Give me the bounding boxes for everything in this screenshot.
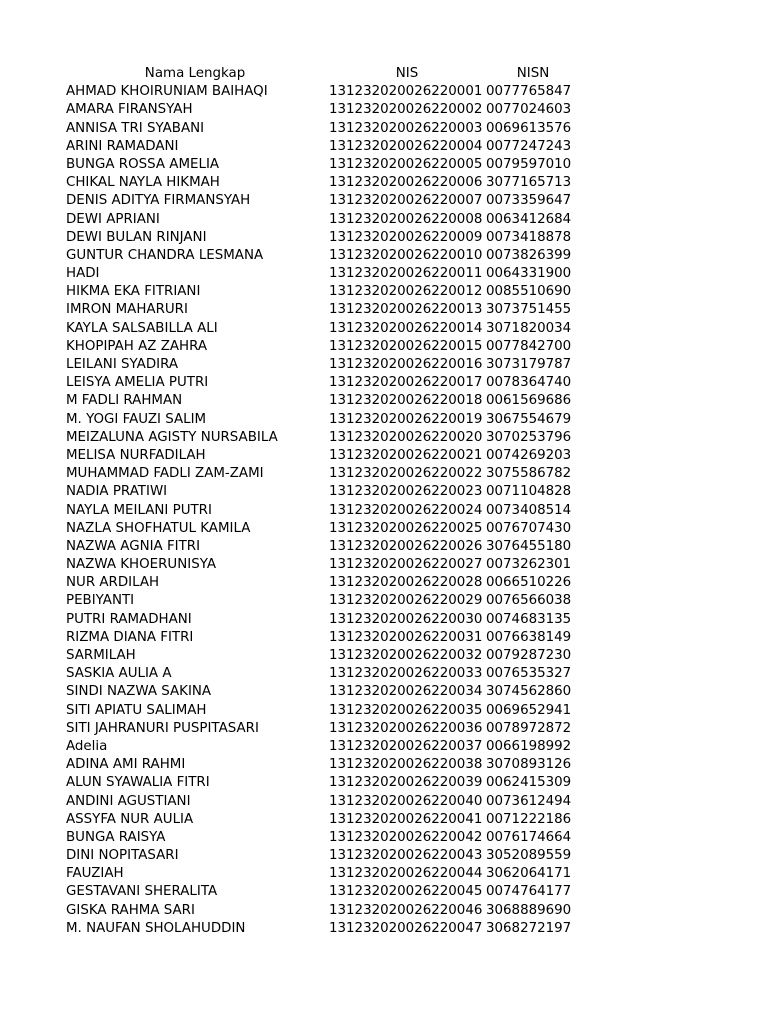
table-row <box>0 902 768 920</box>
nis-cell: 131232020026220023 <box>329 484 483 500</box>
nis-cell: 131232020026220005 <box>329 156 483 172</box>
student-name-cell: MELISA NURFADILAH <box>66 447 206 463</box>
student-name-cell: Adelia <box>66 738 108 754</box>
nis-cell: 131232020026220029 <box>329 593 483 609</box>
nis-cell: 131232020026220019 <box>329 411 483 427</box>
student-name-cell: SARMILAH <box>66 648 136 663</box>
student-name-cell: NAZWA KHOERUNISYA <box>66 557 216 573</box>
student-name-cell: GISKA RAHMA SARI <box>66 902 195 918</box>
student-name-cell: MEIZALUNA AGISTY NURSABILA <box>66 429 278 445</box>
table-row <box>0 120 768 138</box>
nisn-cell: 0073826399 <box>486 247 572 263</box>
table-row <box>0 320 768 338</box>
student-name-cell: LEILANI SYADIRA <box>66 357 179 372</box>
nis-cell: 131232020026220041 <box>329 811 483 827</box>
nisn-cell: 3070253796 <box>486 429 572 445</box>
table-row <box>0 793 768 811</box>
nis-cell: 131232020026220011 <box>329 266 483 282</box>
student-name-cell: IMRON MAHARURI <box>66 302 188 318</box>
nis-cell: 131232020026220035 <box>329 702 483 718</box>
nis-cell: 131232020026220033 <box>329 666 483 682</box>
table-body <box>0 83 768 938</box>
student-name-cell: SASKIA AULIA A <box>66 666 172 682</box>
student-name-cell: DENIS ADITYA FIRMANSYAH <box>66 193 251 209</box>
student-name-cell: BUNGA RAISYA <box>66 829 166 845</box>
nisn-cell: 3062064171 <box>486 866 572 882</box>
nisn-cell: 0077024603 <box>486 102 572 118</box>
table-row <box>0 247 768 265</box>
table-row <box>0 611 768 629</box>
nis-cell: 131232020026220007 <box>329 193 483 209</box>
student-name-cell: FAUZIAH <box>66 866 124 882</box>
table-row <box>0 592 768 610</box>
nis-cell: 131232020026220022 <box>329 466 483 482</box>
nisn-cell: 0076638149 <box>486 629 572 645</box>
table-row <box>0 411 768 429</box>
student-name-cell: AHMAD KHOIRUNIAM BAIHAQI <box>66 84 268 100</box>
table-row <box>0 574 768 592</box>
table-row <box>0 174 768 192</box>
nisn-cell: 3068272197 <box>486 920 572 936</box>
nisn-cell: 0063412684 <box>486 211 572 227</box>
nis-cell: 131232020026220039 <box>329 775 483 791</box>
nisn-cell: 3067554679 <box>486 411 572 427</box>
nisn-cell: 0073612494 <box>486 793 572 809</box>
nisn-cell: 3075586782 <box>486 466 572 482</box>
table-row <box>0 774 768 792</box>
table-row <box>0 883 768 901</box>
table-row <box>0 556 768 574</box>
nisn-cell: 0066198992 <box>486 738 572 754</box>
table-row <box>0 647 768 665</box>
table-row <box>0 847 768 865</box>
student-table <box>0 65 768 938</box>
student-name-cell: ASSYFA NUR AULIA <box>66 811 194 827</box>
nisn-cell: 0078972872 <box>486 720 572 736</box>
student-name-cell: ALUN SYAWALIA FITRI <box>66 775 210 791</box>
nis-cell: 131232020026220031 <box>329 629 483 645</box>
table-row <box>0 138 768 156</box>
student-name-cell: M. NAUFAN SHOLAHUDDIN <box>66 920 246 936</box>
nisn-cell: 0071104828 <box>486 484 572 500</box>
nisn-cell: 0078364740 <box>486 375 572 391</box>
table-row <box>0 756 768 774</box>
nis-cell: 131232020026220017 <box>329 375 483 391</box>
student-name-cell: ANNISA TRI SYABANI <box>66 120 205 136</box>
student-name-cell: BUNGA ROSSA AMELIA <box>66 156 220 172</box>
table-row <box>0 283 768 301</box>
table-row <box>0 192 768 210</box>
nis-cell: 131232020026220045 <box>329 884 483 900</box>
nisn-cell: 3071820034 <box>486 320 572 336</box>
student-name-cell: M FADLI RAHMAN <box>66 393 183 409</box>
nis-cell: 131232020026220037 <box>329 738 483 754</box>
student-name-cell: ADINA AMI RAHMI <box>66 757 186 773</box>
table-row <box>0 829 768 847</box>
student-name-cell: KAYLA SALSABILLA ALI <box>66 320 218 336</box>
nis-cell: 131232020026220025 <box>329 520 483 536</box>
table-row <box>0 83 768 101</box>
nis-cell: 131232020026220002 <box>329 102 483 118</box>
table-row <box>0 865 768 883</box>
table-row <box>0 738 768 756</box>
table-row <box>0 447 768 465</box>
nisn-cell: 3068889690 <box>486 902 572 918</box>
table-row <box>0 702 768 720</box>
nisn-cell: 0074764177 <box>486 884 572 900</box>
nis-cell: 131232020026220038 <box>329 757 483 773</box>
student-name-cell: DEWI APRIANI <box>66 211 160 227</box>
table-row <box>0 520 768 538</box>
table-row <box>0 101 768 119</box>
student-name-cell: SITI APIATU SALIMAH <box>66 702 207 718</box>
nisn-cell: 0073408514 <box>486 502 572 518</box>
student-name-cell: MUHAMMAD FADLI ZAM-ZAMI <box>66 466 264 482</box>
student-name-cell: HIKMA EKA FITRIANI <box>66 284 201 300</box>
table-row <box>0 265 768 283</box>
table-row <box>0 229 768 247</box>
nis-cell: 131232020026220042 <box>329 829 483 845</box>
table-row <box>0 538 768 556</box>
nis-cell: 131232020026220013 <box>329 302 483 318</box>
nisn-cell: 0073359647 <box>486 193 572 209</box>
nis-cell: 131232020026220028 <box>329 575 483 591</box>
nisn-cell: 0076174664 <box>486 829 572 845</box>
table-row <box>0 683 768 701</box>
nis-cell: 131232020026220024 <box>329 502 483 518</box>
nisn-cell: 3073751455 <box>486 302 572 318</box>
table-row <box>0 502 768 520</box>
table-row <box>0 301 768 319</box>
header-name: Nama Lengkap <box>144 66 246 81</box>
student-name-cell: RIZMA DIANA FITRI <box>66 629 194 645</box>
nisn-cell: 0071222186 <box>486 811 572 827</box>
nis-cell: 131232020026220043 <box>329 848 483 864</box>
nisn-cell: 0077247243 <box>486 138 572 154</box>
header-nis: NIS <box>395 66 419 81</box>
nis-cell: 131232020026220030 <box>329 611 483 627</box>
nisn-cell: 0076707430 <box>486 520 572 536</box>
table-row <box>0 720 768 738</box>
nisn-cell: 0073418878 <box>486 229 572 245</box>
student-name-cell: KHOPIPAH AZ ZAHRA <box>66 338 208 354</box>
nisn-cell: 0073262301 <box>486 557 572 573</box>
nisn-cell: 0066510226 <box>486 575 572 591</box>
student-name-cell: NAZWA AGNIA FITRI <box>66 538 201 554</box>
nis-cell: 131232020026220027 <box>329 557 483 573</box>
nis-cell: 131232020026220021 <box>329 447 483 463</box>
student-name-cell: HADI <box>66 266 100 282</box>
nis-cell: 131232020026220004 <box>329 138 483 154</box>
student-name-cell: LEISYA AMELIA PUTRI <box>66 375 209 391</box>
table-header-row <box>0 65 768 83</box>
student-name-cell: GUNTUR CHANDRA LESMANA <box>66 247 264 263</box>
table-row <box>0 665 768 683</box>
nisn-cell: 0076535327 <box>486 666 572 682</box>
nis-cell: 131232020026220001 <box>329 84 483 100</box>
table-row <box>0 156 768 174</box>
nisn-cell: 0074269203 <box>486 447 572 463</box>
student-name-cell: NUR ARDILAH <box>66 575 160 591</box>
student-name-cell: SITI JAHRANURI PUSPITASARI <box>66 720 259 736</box>
nisn-cell: 0077842700 <box>486 338 572 354</box>
nis-cell: 131232020026220015 <box>329 338 483 354</box>
nis-cell: 131232020026220018 <box>329 393 483 409</box>
student-name-cell: DINI NOPITASARI <box>66 848 179 864</box>
nisn-cell: 0061569686 <box>486 393 572 409</box>
nisn-cell: 3074562860 <box>486 684 572 700</box>
nis-cell: 131232020026220003 <box>329 120 483 136</box>
nis-cell: 131232020026220044 <box>329 866 483 882</box>
nisn-cell: 3073179787 <box>486 357 572 372</box>
nisn-cell: 0069652941 <box>486 702 572 718</box>
table-row <box>0 465 768 483</box>
student-name-cell: PUTRI RAMADHANI <box>66 611 192 627</box>
nis-cell: 131232020026220034 <box>329 684 483 700</box>
student-name-cell: GESTAVANI SHERALITA <box>66 884 218 900</box>
nis-cell: 131232020026220026 <box>329 538 483 554</box>
nisn-cell: 0069613576 <box>486 120 572 136</box>
nis-cell: 131232020026220016 <box>329 357 483 372</box>
nisn-cell: 0079597010 <box>486 156 572 172</box>
table-row <box>0 338 768 356</box>
nis-cell: 131232020026220047 <box>329 920 483 936</box>
table-row <box>0 629 768 647</box>
nis-cell: 131232020026220020 <box>329 429 483 445</box>
nis-cell: 131232020026220014 <box>329 320 483 336</box>
student-name-cell: AMARA FIRANSYAH <box>66 102 193 118</box>
table-row <box>0 811 768 829</box>
student-name-cell: NADIA PRATIWI <box>66 484 168 500</box>
header-nisn: NISN <box>516 66 550 81</box>
student-name-cell: ARINI RAMADANI <box>66 138 179 154</box>
student-name-cell: CHIKAL NAYLA HIKMAH <box>66 175 220 191</box>
student-name-cell: PEBIYANTI <box>66 593 135 609</box>
nis-cell: 131232020026220010 <box>329 247 483 263</box>
student-name-cell: DEWI BULAN RINJANI <box>66 229 207 245</box>
nisn-cell: 3077165713 <box>486 175 572 191</box>
table-row <box>0 374 768 392</box>
student-name-cell: SINDI NAZWA SAKINA <box>66 684 212 700</box>
nisn-cell: 0079287230 <box>486 648 572 663</box>
student-name-cell: M. YOGI FAUZI SALIM <box>66 411 207 427</box>
nis-cell: 131232020026220009 <box>329 229 483 245</box>
table-row <box>0 483 768 501</box>
nis-cell: 131232020026220012 <box>329 284 483 300</box>
table-row <box>0 211 768 229</box>
nisn-cell: 0085510690 <box>486 284 572 300</box>
nis-cell: 131232020026220006 <box>329 175 483 191</box>
nisn-cell: 0074683135 <box>486 611 572 627</box>
nisn-cell: 3076455180 <box>486 538 572 554</box>
table-row <box>0 356 768 374</box>
student-name-cell: NAZLA SHOFHATUL KAMILA <box>66 520 251 536</box>
nisn-cell: 0076566038 <box>486 593 572 609</box>
nis-cell: 131232020026220008 <box>329 211 483 227</box>
nisn-cell: 0077765847 <box>486 84 572 100</box>
nisn-cell: 3052089559 <box>486 848 572 864</box>
student-name-cell: NAYLA MEILANI PUTRI <box>66 502 212 518</box>
table-row <box>0 429 768 447</box>
nisn-cell: 3070893126 <box>486 757 572 773</box>
nis-cell: 131232020026220036 <box>329 720 483 736</box>
nisn-cell: 0062415309 <box>486 775 572 791</box>
nis-cell: 131232020026220040 <box>329 793 483 809</box>
nis-cell: 131232020026220046 <box>329 902 483 918</box>
nis-cell: 131232020026220032 <box>329 648 483 663</box>
table-row <box>0 920 768 938</box>
table-row <box>0 392 768 410</box>
nisn-cell: 0064331900 <box>486 266 572 282</box>
student-name-cell: ANDINI AGUSTIANI <box>66 793 191 809</box>
